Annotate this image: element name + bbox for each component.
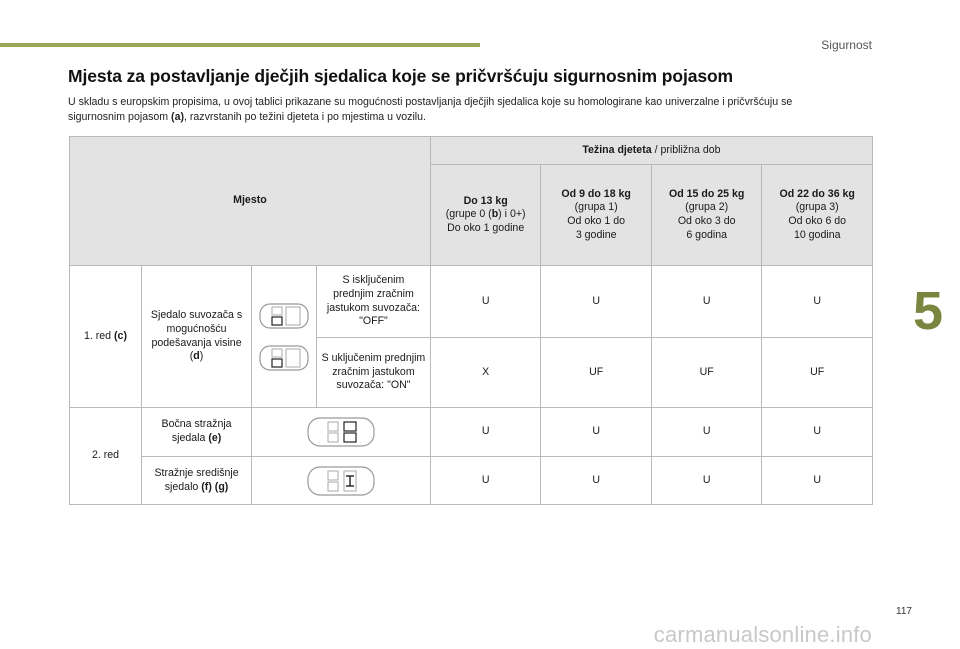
page-title: Mjesta za postavljanje dječjih sjedalica koje se pričvršćuju sigurnosnim pojasom [68,66,734,86]
value-cell: U [541,408,652,457]
group-weight: Do 13 kg [463,194,508,207]
child-seat-table [69,136,873,505]
intro-paragraph [68,95,828,125]
seat-text: Sjedalo suvozača s mogućnošću podešavanja visine ( [150,309,243,363]
value-cell: U [651,408,762,457]
group-label: (grupa 3) [795,201,839,214]
seat-text-end: ) [199,350,204,363]
value-cell: U [430,266,541,338]
group-1-header [541,165,652,266]
airbag-on-label: S uključenim prednjim zračnim jastukom suvozača: "ON" [317,338,431,408]
place-header: Mjesto [70,137,431,266]
rear-side-icon-cell [252,408,431,457]
seat-ref: d [193,350,200,363]
weight-header-bold: Težina djeteta [582,143,652,156]
row-label-text: 1. red [83,329,115,342]
row2-label: 2. red [70,408,142,505]
value-cell: U [651,266,762,338]
accent-bar [0,43,480,47]
value-cell: UF [762,338,873,408]
value-cell: U [430,457,541,505]
group-age: Do oko 1 godine [447,221,525,234]
front-seat-icons [252,266,317,408]
passenger-seat-label [141,266,251,408]
group-3-header [762,165,873,266]
group-age: 3 godine [575,228,617,241]
group-weight: Od 15 do 25 kg [669,187,745,200]
car-rear-centre-icon [306,464,376,498]
group-age: Od oko 6 do [788,215,847,227]
value-cell: U [762,266,873,338]
value-cell: U [430,408,541,457]
seat-text: Stražnje središnje sjedalo [154,466,239,493]
chapter-number: 5 [896,274,960,348]
intro-ref: (a) [171,111,184,123]
value-cell: UF [651,338,762,408]
value-cell: U [762,408,873,457]
section-label: Sigurnost [821,38,872,52]
rear-side-seat-label [141,408,251,457]
value-cell: X [430,338,541,408]
group-label-end: ) i 0+) [498,208,526,221]
group-age: Od oko 3 do [677,215,736,227]
row1-label [70,266,142,408]
rear-centre-seat-label [141,457,251,505]
car-front-seat-icon [258,343,310,373]
row-label-ref: (c) [114,329,127,342]
group-0-header [430,165,541,266]
group-label: (grupa 1) [574,201,618,214]
seat-text: Bočna stražnja sjedala [161,418,232,444]
airbag-off-label: S isključenim prednjim zračnim jastukom suvozača: "OFF" [317,266,431,338]
group-age: 10 godina [793,228,841,241]
watermark: carmanualsonline.info [653,622,872,647]
group-age: 6 godina [686,228,727,241]
value-cell: U [541,457,652,505]
group-label: (grupe 0 ( [445,208,492,221]
intro-text: U skladu s europskim propisima, u ovoj tablici prikazane su mogućnosti postavljanja dječjih sjedalica koje su homologirane kao univerzalne i pričvršćuju se sigurnosnim pojasom [68,96,793,123]
seat-ref: (f) (g) [201,480,229,493]
group-label: (grupa 2) [685,201,729,214]
group-2-header [651,165,762,266]
weight-header-rest: / približna dob [651,143,721,156]
value-cell: U [762,457,873,505]
rear-centre-icon-cell [252,457,431,505]
value-cell: U [541,266,652,338]
page-number: 117 [896,606,912,617]
car-front-seat-icon [258,301,310,331]
weight-header [430,137,872,165]
seat-ref: (e) [208,432,222,444]
group-ref: b [491,208,499,221]
group-age: Od oko 1 do [567,215,626,227]
group-weight: Od 22 do 36 kg [779,187,855,200]
intro-text-end: , razvrstanih po težini djeteta i po mjestima u vozilu. [184,111,427,123]
value-cell: UF [541,338,652,408]
car-rear-side-icon [306,415,376,449]
group-weight: Od 9 do 18 kg [561,187,631,200]
value-cell: U [651,457,762,505]
